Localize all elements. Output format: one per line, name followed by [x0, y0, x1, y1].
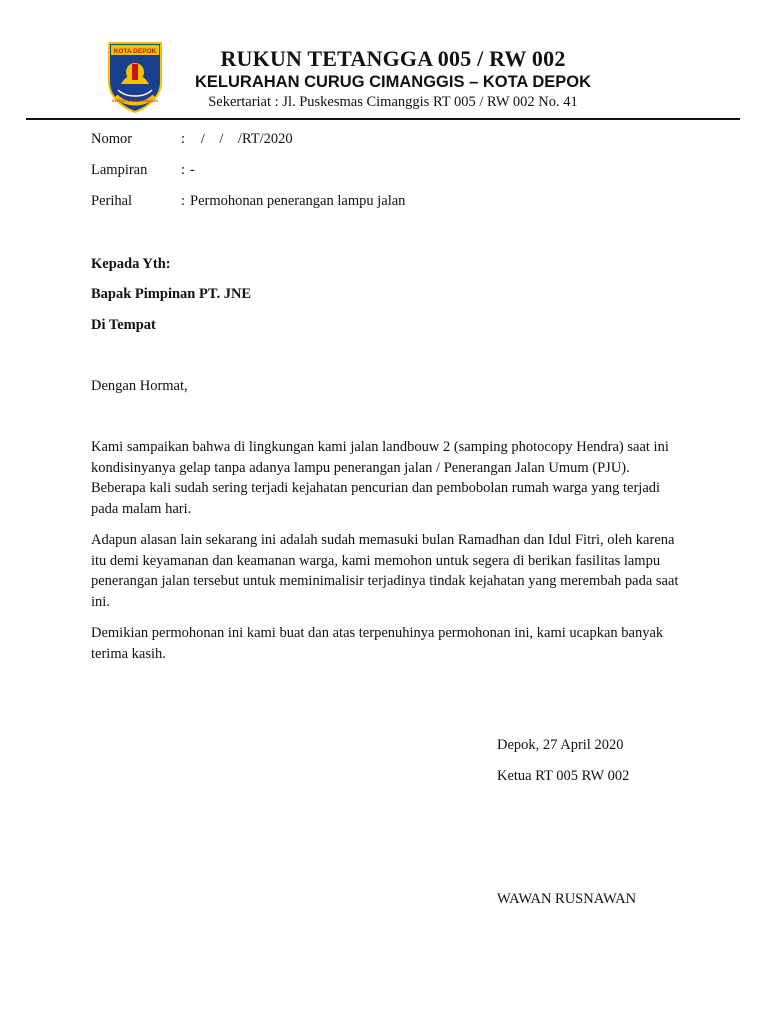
svg-text:BERSATU MEMBANGUN: BERSATU MEMBANGUN — [111, 98, 159, 103]
field-value: / / /RT/2020 — [190, 131, 293, 147]
salutation: Dengan Hormat, — [91, 378, 188, 394]
field-label: Nomor — [91, 131, 133, 147]
body-paragraph: Adapun alasan lain sekarang ini adalah sudah memasuki bulan Ramadhan dan Idul Fitri, oleh karena itu demi keyamanan dan keamanan warga, kami memohon untuk segera di berikan fasilitas lampu penerangan jalan tersebut untuk meminimalisir terjadinya tindak kejahatan yang merembah pada saat ini. — [91, 532, 679, 610]
body-paragraph: Kami sampaikan bahwa di lingkungan kami jalan landbouw 2 (samping photocopy Hendra) saat ini kondisinyanya gelap tanpa adanya lampu penerangan jalan / Penerangan Jalan Umum (PJU). Beberapa kali sudah sering terjadi kejahatan pencurian dan pembobolan rumah warga yang terjadi pada malam hari. — [91, 439, 669, 517]
recipient-name: Bapak Pimpinan PT. JNE — [91, 286, 252, 302]
letterhead-title: RUKUN TETANGGA 005 / RW 002 — [220, 46, 566, 71]
letterhead-divider — [26, 118, 740, 120]
signature-name: WAWAN RUSNAWAN — [497, 891, 637, 907]
letterhead-subtitle: KELURAHAN CURUG CIMANGGIS – KOTA DEPOK — [194, 73, 591, 91]
field-value: - — [190, 162, 195, 178]
letter-page: KOTA DEPOK BERSATU MEMBANGUN RUKUN TETANGGA 005 / RW 002 KELURAHAN CURUG CIMANGGIS – KOTA DEPOK Sekertariat : Jl. Puskesmas Cimanggis RT 005 / RW 002 No. 41 Nomor : / / /RT/2020 Lampiran : - Perihal : Permohonan penerangan lampu jalan Kepada Yth: Bapak Pimpinan PT. JNE Di Tempat Dengan Hormat, Kami sampaikan bahwa di lingkungan kami jalan landbouw 2 (samping photocopy Hendra) saat ini kondisinyanya gelap tanpa adanya lampu penerangan jalan / Penerangan Jalan Umum (PJU). Beberapa kali sudah sering terjadi kejahatan pencurian dan pembobolan rumah warga yang terjadi pada malam hari. Adapun alasan lain sekarang ini adalah sudah memasuki bulan Ramadhan dan Idul Fitri, oleh karena itu demi keyamanan dan keamanan warga, kami memohon untuk segera di berikan fasilitas lampu penerangan jalan tersebut untuk meminimalisir terjadinya tindak kejahatan yang merembah pada saat ini. Demikian permohonan ini kami buat dan atas terpenuhinya permohonan ini, kami ucapkan banyak terima kasih. Depok, 27 April 2020 Ketua RT 005 RW 002 WAWAN RUSNAWAN — [0, 0, 768, 1024]
body-paragraph: Demikian permohonan ini kami buat dan atas terpenuhinya permohonan ini, kami ucapkan banyak terima kasih. — [91, 625, 664, 662]
letterhead-address: Sekertariat : Jl. Puskesmas Cimanggis RT 005 / RW 002 No. 41 — [208, 94, 578, 110]
field-label: Perihal — [91, 193, 133, 209]
recipient-place: Di Tempat — [91, 317, 156, 333]
field-value: Permohonan penerangan lampu jalan — [190, 193, 406, 209]
field-label: Lampiran — [91, 162, 148, 178]
kota-depok-logo — [106, 40, 164, 114]
signature-position: Ketua RT 005 RW 002 — [497, 768, 630, 784]
recipient-greeting: Kepada Yth: — [91, 256, 171, 272]
svg-text:KOTA DEPOK: KOTA DEPOK — [113, 48, 157, 55]
signature-place-date: Depok, 27 April 2020 — [497, 737, 624, 753]
